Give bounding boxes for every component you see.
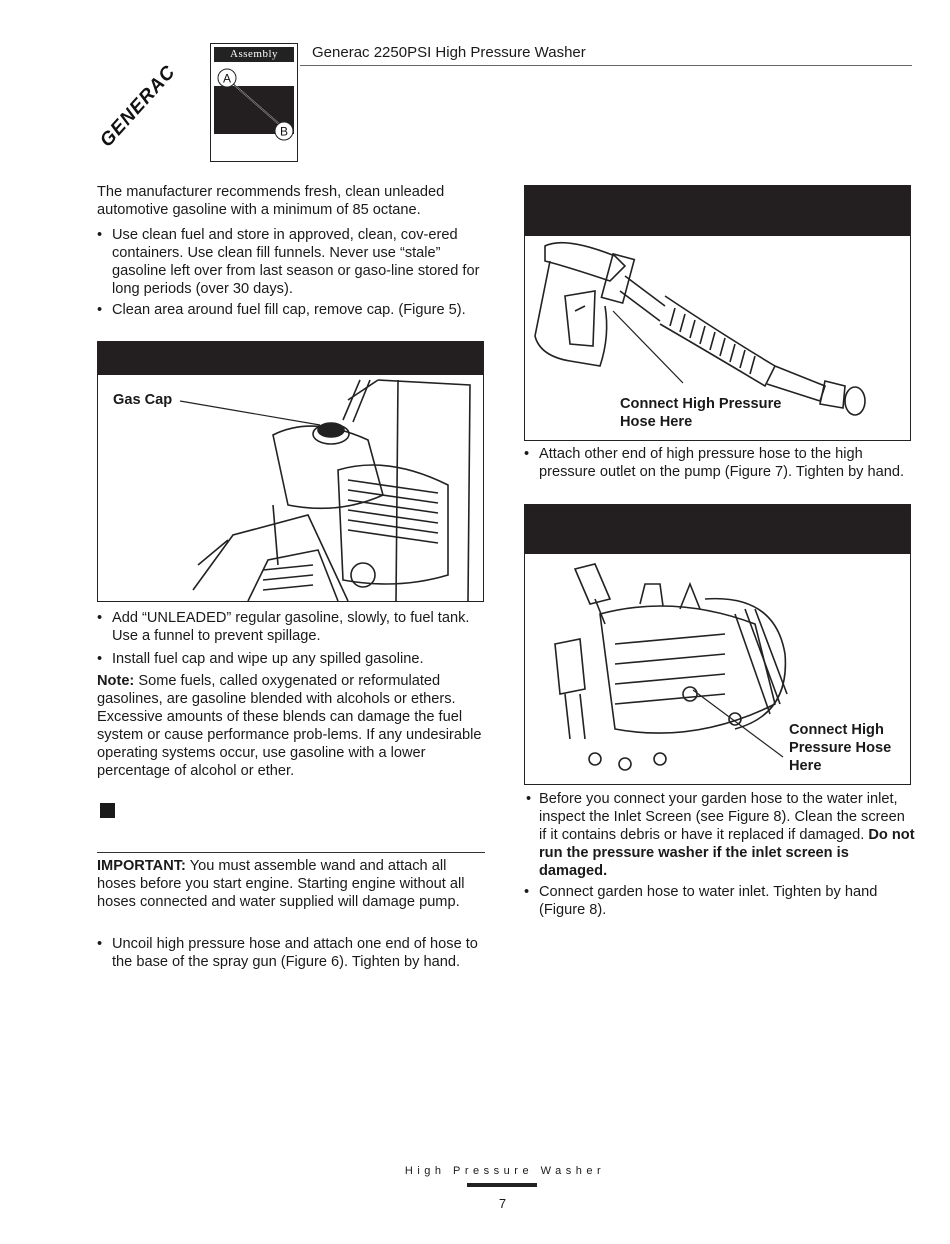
- bullet-clean-cap-area: • Clean area around fuel fill cap, remove cap. (Figure 5).: [97, 301, 489, 319]
- connect-hose-pump-label: Connect High Pressure Hose Here: [789, 722, 892, 774]
- figure-5: [97, 341, 484, 602]
- bullet-install-cap: • Install fuel cap and wipe up any spilled gasoline.: [97, 650, 489, 668]
- footer-running-title: High Pressure Washer: [404, 1165, 606, 1177]
- fuel-intro: The manufacturer recommends fresh, clean unleaded automotive gasoline with a minimum of 85 octane.: [97, 184, 445, 218]
- connect-hose-gun-label: Connect High Pressure Hose Here: [620, 396, 782, 430]
- important-text: You must assemble wand and attach all hoses before you start engine. Starting engine without all hoses connected and water supplied will damage pump.: [97, 858, 465, 910]
- note-text: Some fuels, called oxygenated or reformulated gasolines, are gasoline blended with alcohols or ethers. Excessive amounts of these blends can damage the fuel system or cause performance prob-lems. If any undesirable operating systems occur, use gasoline with a lower percentage of alcohol or ether.: [97, 673, 482, 779]
- assembly-section-badge: [210, 43, 298, 162]
- figure-7-caption-bar: [525, 505, 910, 554]
- important-label: IMPORTANT:: [97, 858, 186, 874]
- a-to-b-icon: [211, 44, 297, 161]
- bullet-inspect-inlet-screen: [526, 790, 916, 880]
- figure-7: [524, 504, 911, 785]
- bullet-uncoil-hose: • Uncoil high pressure hose and attach one end of hose to the base of the spray gun (Figure 6). Tighten by hand.: [97, 935, 489, 971]
- badge-point-a: A: [222, 71, 232, 86]
- footer-bar: [467, 1183, 537, 1187]
- important-notice: [97, 857, 489, 911]
- figure-5-caption-bar: [98, 342, 483, 375]
- inlet-screen-warning: Do not run the pressure washer if the inlet screen is damaged.: [539, 827, 915, 879]
- document-title: Generac 2250PSI High Pressure Washer: [312, 44, 586, 61]
- section-divider: [97, 852, 485, 853]
- inlet-screen-text: Before you connect your garden hose to the water inlet, inspect the Inlet Screen (see Figure 8). Clean the screen if it contains debris or have it replaced if damaged.: [539, 791, 905, 843]
- figure-6-caption-bar: [525, 186, 910, 236]
- gas-cap-label: Gas Cap: [113, 392, 173, 408]
- section-marker: [100, 803, 115, 818]
- page-number: 7: [498, 1196, 507, 1211]
- generac-logo: [100, 50, 208, 160]
- brand-wordmark: GENERAC: [100, 61, 180, 152]
- note-label: Note:: [97, 673, 135, 689]
- header-divider: [300, 65, 912, 66]
- bullet-clean-fuel: • Use clean fuel and store in approved, clean, cov-ered containers. Use clean fill funnels. Never use “stale” gasoline left over from last season or gaso-line stored for long periods (over 30 days).: [97, 226, 489, 298]
- bullet-attach-pump-outlet: • Attach other end of high pressure hose to the high pressure outlet on the pump (Figure 7). Tighten by hand.: [524, 445, 914, 481]
- badge-title: Assembly: [214, 47, 294, 62]
- figure-6: [524, 185, 911, 441]
- bullet-connect-garden-hose: • Connect garden hose to water inlet. Tighten by hand (Figure 8).: [524, 883, 914, 919]
- bullet-add-unleaded: • Add “UNLEADED” regular gasoline, slowly, to fuel tank. Use a funnel to prevent spillage.: [97, 609, 489, 645]
- badge-point-b: B: [279, 124, 289, 139]
- fuel-note: [97, 672, 489, 780]
